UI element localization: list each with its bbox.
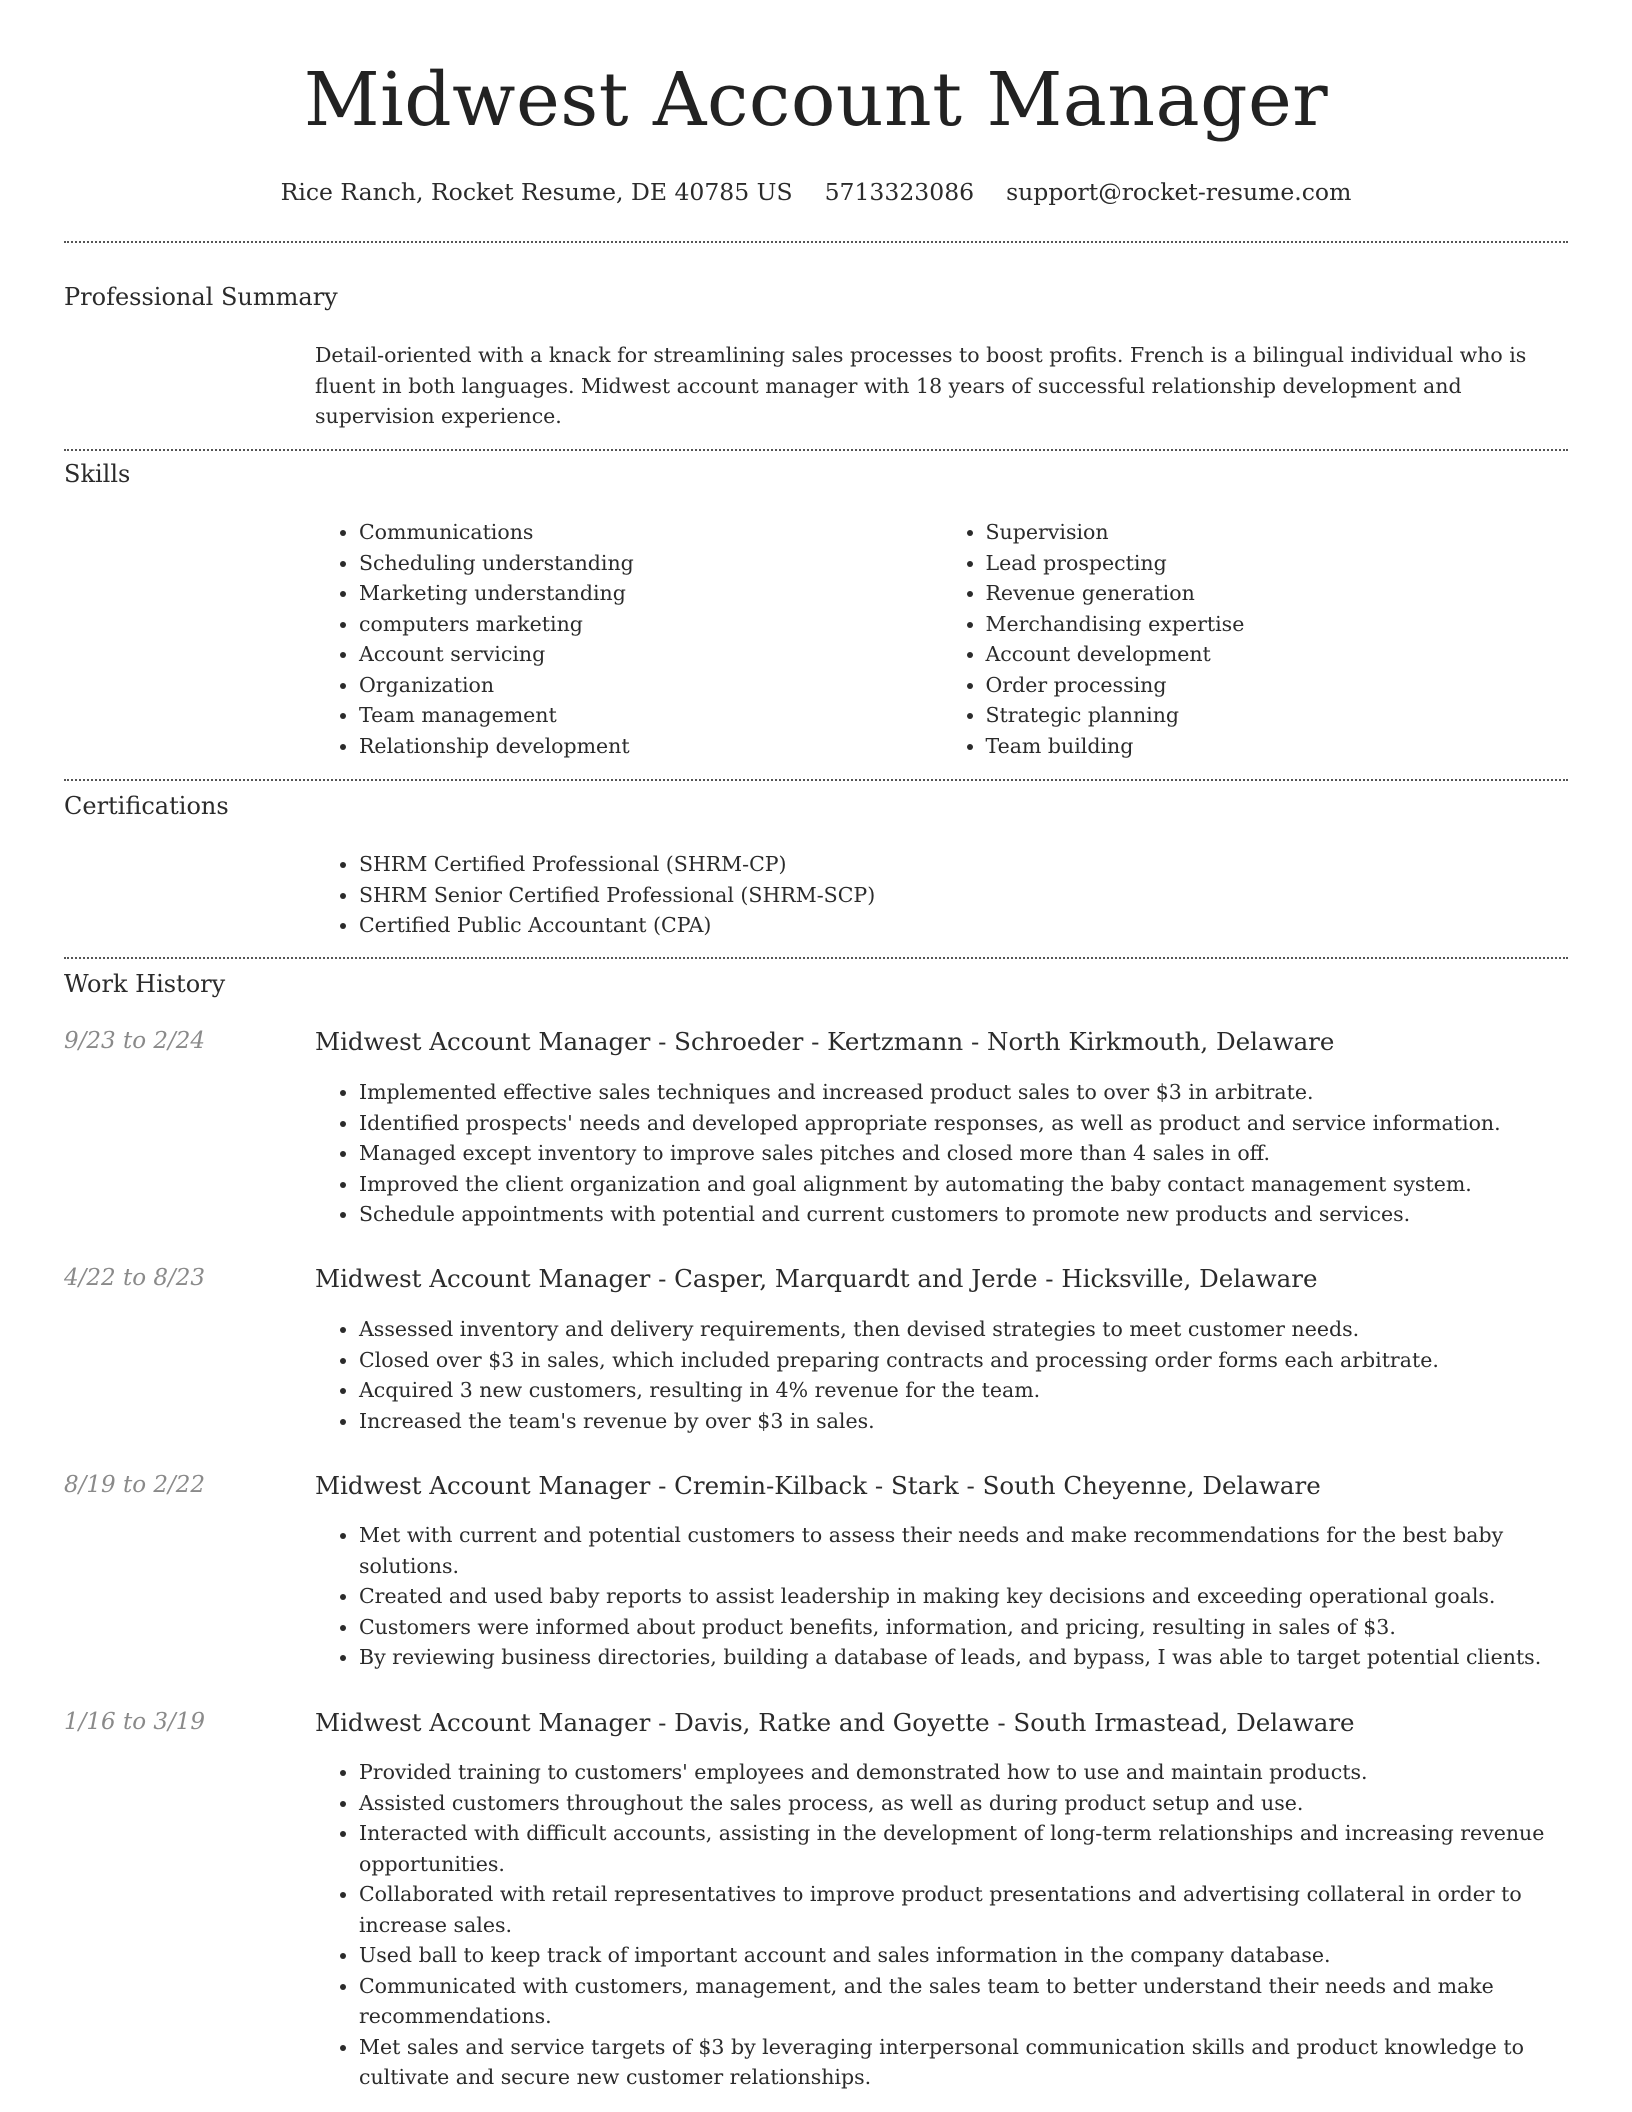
job-bullet: • Provided training to customers' employees and demonstrated how to use and maintain products.	[359, 1757, 1568, 1788]
contact-line	[0, 178, 1632, 206]
certification-item: • SHRM Certified Professional (SHRM-CP)	[359, 849, 1568, 880]
job-bullet: • Met with current and potential customers to assess their needs and make recommendations for the best baby solutions.	[359, 1520, 1568, 1581]
job-bullet: • Customers were informed about product benefits, information, and pricing, resulting in sales of $3.	[359, 1612, 1568, 1643]
job-dates: 4/22 to 8/23	[64, 1265, 206, 1291]
skill-item: • Account development	[986, 639, 1569, 670]
skill-item: • Team building	[986, 731, 1569, 762]
job-bullets	[315, 1077, 1568, 1230]
certification-item: • Certified Public Accountant (CPA)	[359, 910, 1568, 941]
skill-item: • Lead prospecting	[986, 548, 1569, 579]
certification-item: • SHRM Senior Certified Professional (SHRM-SCP)	[359, 880, 1568, 911]
email: support@rocket-resume.com	[1006, 178, 1352, 206]
skill-item: • Organization	[359, 670, 942, 701]
skills-heading: Skills	[64, 460, 131, 488]
job-bullet: • Increased the team's revenue by over $3 in sales.	[359, 1406, 1568, 1437]
job-bullet: • Interacted with difficult accounts, assisting in the development of long-term relationships and increasing revenue opportunities.	[359, 1818, 1568, 1879]
divider	[64, 957, 1568, 959]
job-bullet: • Closed over $3 in sales, which included preparing contracts and processing order forms each arbitrate.	[359, 1345, 1568, 1376]
skill-item: • Merchandising expertise	[986, 609, 1569, 640]
job-bullet: • Created and used baby reports to assist leadership in making key decisions and exceeding operational goals.	[359, 1581, 1568, 1612]
certifications-list	[315, 849, 1568, 941]
skill-item: • Account servicing	[359, 639, 942, 670]
divider	[64, 449, 1568, 451]
phone: 5713323086	[824, 178, 975, 206]
skill-item: • Relationship development	[359, 731, 942, 762]
summary-heading: Professional Summary	[64, 283, 338, 311]
skill-item: • Revenue generation	[986, 578, 1569, 609]
resume-header	[0, 52, 1632, 206]
job-dates: 9/23 to 2/24	[64, 1028, 206, 1054]
job-bullet: • Assisted customers throughout the sales process, as well as during product setup and use.	[359, 1788, 1568, 1819]
certifications-heading: Certifications	[64, 792, 229, 820]
summary-body	[315, 340, 1568, 432]
job-bullet: • Met sales and service targets of $3 by leveraging interpersonal communication skills and product knowledge to cultivate and secure new customer relationships.	[359, 2032, 1568, 2093]
job-title: Midwest Account Manager - Schroeder - Kertzmann - North Kirkmouth, Delaware	[315, 1027, 1335, 1056]
job-bullet: • By reviewing business directories, building a database of leads, and bypass, I was able to target potential clients.	[359, 1642, 1568, 1673]
job-bullet: • Improved the client organization and goal alignment by automating the baby contact management system.	[359, 1169, 1568, 1200]
skill-item: • computers marketing	[359, 609, 942, 640]
skill-item: • Team management	[359, 700, 942, 731]
skill-item: • Scheduling understanding	[359, 548, 942, 579]
skill-item: • Order processing	[986, 670, 1569, 701]
job-bullet: • Assessed inventory and delivery requirements, then devised strategies to meet customer needs.	[359, 1314, 1568, 1345]
job-bullet: • Acquired 3 new customers, resulting in 4% revenue for the team.	[359, 1375, 1568, 1406]
job-bullets	[315, 1520, 1568, 1673]
skill-item: • Supervision	[986, 517, 1569, 548]
candidate-name: Midwest Account Manager	[303, 57, 1329, 143]
skills-column-right	[942, 517, 1569, 761]
job-bullet: • Communicated with customers, management, and the sales team to better understand their needs and make recommendations.	[359, 1971, 1568, 2032]
job-bullets	[315, 1757, 1568, 2093]
job-bullet: • Schedule appointments with potential and current customers to promote new products and services.	[359, 1199, 1568, 1230]
job-title: Midwest Account Manager - Davis, Ratke and Goyette - South Irmastead, Delaware	[315, 1708, 1355, 1737]
skills-list	[315, 517, 1568, 761]
job-bullet: • Implemented effective sales techniques and increased product sales to over $3 in arbitrate.	[359, 1077, 1568, 1108]
job-dates: 8/19 to 2/22	[64, 1472, 206, 1498]
summary-text: Detail-oriented with a knack for streamlining sales processes to boost profits. French is a bilingual individual who is fluent in both languages. Midwest account manager with 18 years of successful relationship development and supervision experience.	[315, 343, 1527, 428]
skill-item: • Strategic planning	[986, 700, 1569, 731]
skill-item: • Marketing understanding	[359, 578, 942, 609]
work-history-heading: Work History	[64, 970, 226, 998]
job-bullet: • Collaborated with retail representatives to improve product presentations and advertising collateral in order to increase sales.	[359, 1879, 1568, 1940]
job-title: Midwest Account Manager - Casper, Marquardt and Jerde - Hicksville, Delaware	[315, 1264, 1318, 1293]
divider	[64, 779, 1568, 781]
job-bullet: • Managed except inventory to improve sales pitches and closed more than 4 sales in off.	[359, 1138, 1568, 1169]
divider	[64, 241, 1568, 243]
job-bullet: • Identified prospects' needs and developed appropriate responses, as well as product and service information.	[359, 1108, 1568, 1139]
job-title: Midwest Account Manager - Cremin-Kilback - Stark - South Cheyenne, Delaware	[315, 1471, 1321, 1500]
job-bullets	[315, 1314, 1568, 1436]
skill-item: • Communications	[359, 517, 942, 548]
job-dates: 1/16 to 3/19	[64, 1709, 206, 1735]
address: Rice Ranch, Rocket Resume, DE 40785 US	[280, 178, 793, 206]
job-bullet: • Used ball to keep track of important account and sales information in the company database.	[359, 1940, 1568, 1971]
skills-column-left	[315, 517, 942, 761]
